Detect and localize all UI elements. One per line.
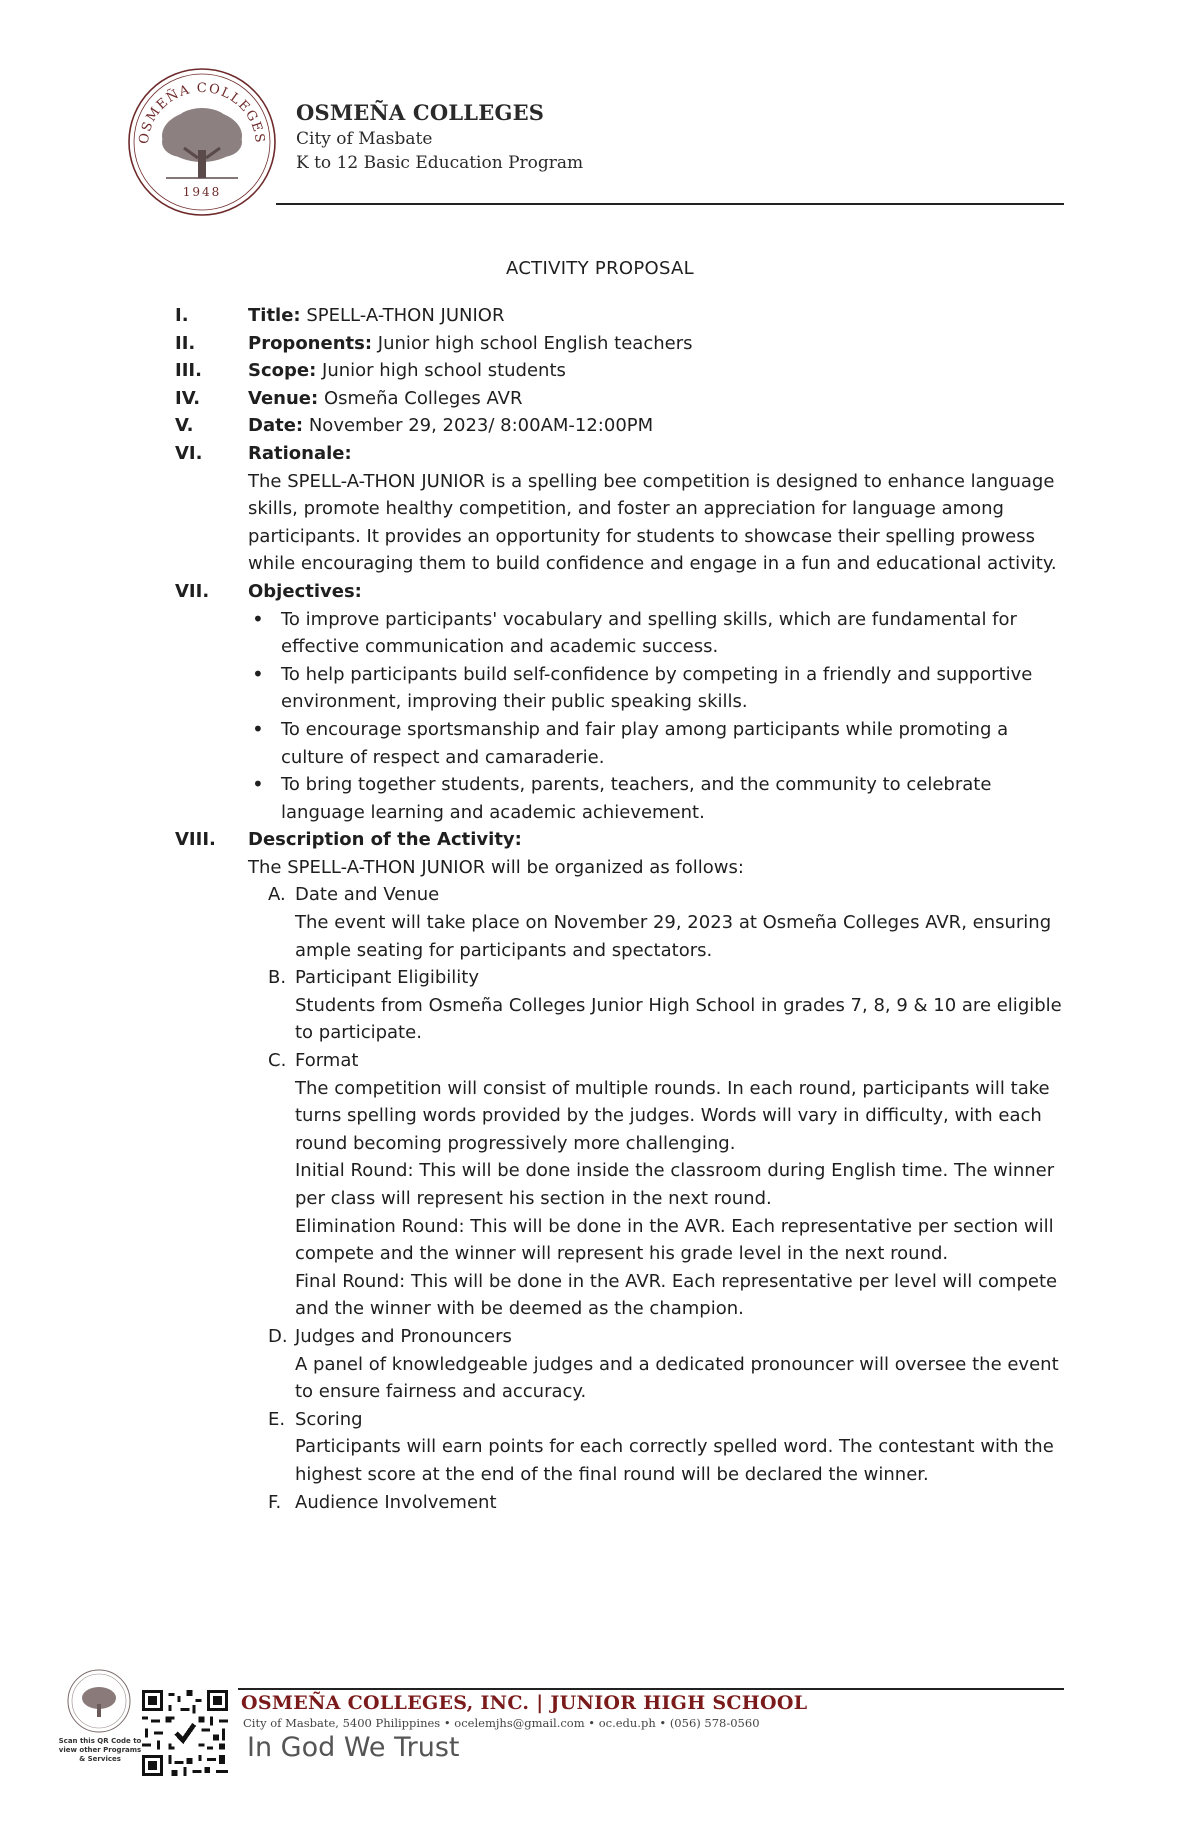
school-program: K to 12 Basic Education Program xyxy=(296,153,584,173)
sub-item-text: Students from Osmeña Colleges Junior High School in grades 7, 8, 9 & 10 are eligible to participate. xyxy=(295,994,1062,1044)
section-description xyxy=(175,826,1065,1516)
section-number: I. xyxy=(175,305,189,326)
section-label: Venue: xyxy=(248,387,319,409)
objectives-list xyxy=(248,606,1065,827)
sub-item-text: Elimination Round: This will be done in the AVR. Each representative per section will compete and the winner will represent his grade level in the next round. xyxy=(295,1215,1054,1265)
sub-item-letter: D. xyxy=(268,1325,288,1347)
list-item: • To help participants build self-confidence by competing in a friendly and supportive environment, improving their public speaking skills. xyxy=(248,661,1065,716)
section-number: VI. xyxy=(175,442,203,464)
section-scope xyxy=(175,357,1065,385)
sub-item-text: A panel of knowledgeable judges and a dedicated pronouncer will oversee the event to ensure fairness and accuracy. xyxy=(295,1353,1059,1403)
section-label: Description of the Activity: xyxy=(248,829,522,851)
section-title xyxy=(175,302,1065,330)
section-label: Rationale: xyxy=(248,442,352,464)
school-name: OSMEÑA COLLEGES xyxy=(296,100,545,125)
sub-item-text: Final Round: This will be done in the AVR. Each representative per level will compete and the winner with be deemed as the champion. xyxy=(295,1270,1058,1320)
sub-item-letter: F. xyxy=(268,1491,282,1513)
section-value: Junior high school English teachers xyxy=(377,332,693,354)
list-item: • To encourage sportsmanship and fair play among participants while promoting a culture of respect and camaraderie. xyxy=(248,716,1065,771)
sub-item-date-venue xyxy=(268,881,1065,964)
section-value: Junior high school students xyxy=(322,360,566,382)
section-number: II. xyxy=(175,332,196,354)
section-value: November 29, 2023/ 8:00AM-12:00PM xyxy=(308,415,654,437)
school-city: City of Masbate xyxy=(296,129,433,149)
sub-item-text: The event will take place on November 29, 2023 at Osmeña Colleges AVR, ensuring ample seating for participants and spectators. xyxy=(295,912,1052,961)
footer-divider xyxy=(238,1688,1064,1690)
sub-item-letter: A. xyxy=(268,884,286,906)
sub-item-letter: B. xyxy=(268,967,287,989)
section-label: Scope: xyxy=(248,360,317,382)
qr-code[interactable] xyxy=(142,1690,228,1776)
section-number: III. xyxy=(175,360,202,382)
header-text xyxy=(296,100,583,173)
sub-item-heading: Date and Venue xyxy=(295,884,440,906)
section-value: Osmeña Colleges AVR xyxy=(323,387,523,409)
sub-item-letter: E. xyxy=(268,1408,286,1430)
sub-item-heading: Participant Eligibility xyxy=(295,967,480,989)
section-number: V. xyxy=(175,415,194,437)
section-label: Objectives: xyxy=(248,580,362,602)
sub-item-heading: Audience Involvement xyxy=(295,1491,497,1513)
section-date xyxy=(175,412,1065,440)
list-item: • To bring together students, parents, teachers, and the community to celebrate language learning and academic achievement. xyxy=(248,771,1065,826)
footer-school-name: OSMEÑA COLLEGES, INC. | JUNIOR HIGH SCHOOL xyxy=(241,1692,808,1714)
qr-scan-note: Scan this QR Code to view other Programs & Services xyxy=(58,1737,142,1763)
sub-item-audience xyxy=(268,1489,1065,1517)
rationale-text: The SPELL-A-THON JUNIOR is a spelling bee competition is designed to enhance language skills, promote healthy competition, and foster an appreciation for language among participants. It provides an opportunity for students to showcase their spelling prowess while encouraging them to build confidence and engage in a fun and educational activity. xyxy=(248,470,1057,575)
section-objectives xyxy=(175,578,1065,826)
section-label: Date: xyxy=(248,415,304,437)
proposal-sections xyxy=(175,302,1065,1516)
svg-text:OSMEÑA COLLEGES: OSMEÑA COLLEGES xyxy=(136,80,268,145)
school-seal-logo xyxy=(126,66,278,218)
svg-text:1948: 1948 xyxy=(182,185,222,199)
description-intro: The SPELL-A-THON JUNIOR will be organized as follows: xyxy=(248,856,744,878)
sub-item-letter: C. xyxy=(268,1050,287,1072)
footer-address: City of Masbate, 5400 Philippines • ocelemjhs@gmail.com • oc.edu.ph • (056) 578-0560 xyxy=(243,1716,760,1730)
section-number: VIII. xyxy=(175,829,216,851)
sub-item-scoring xyxy=(268,1406,1065,1489)
sub-item-text: The competition will consist of multiple rounds. In each round, participants will take turns spelling words provided by the judges. Words will vary in difficulty, with each round becoming progressively more challenging. xyxy=(295,1077,1050,1154)
footer-motto: In God We Trust xyxy=(247,1732,460,1763)
document-title: ACTIVITY PROPOSAL xyxy=(506,258,694,279)
sub-item-heading: Format xyxy=(295,1050,359,1072)
sub-item-text: Initial Round: This will be done inside the classroom during English time. The winner per class will represent his section in the next round. xyxy=(295,1160,1055,1209)
section-value: SPELL-A-THON JUNIOR xyxy=(306,305,505,326)
section-number: IV. xyxy=(175,387,201,409)
sub-item-judges xyxy=(268,1323,1065,1406)
sub-item-heading: Scoring xyxy=(295,1408,363,1430)
header-divider xyxy=(276,203,1064,205)
sub-item-eligibility xyxy=(268,964,1065,1047)
section-number: VII. xyxy=(175,580,210,602)
sub-item-text: Participants will earn points for each correctly spelled word. The contestant with the highest score at the end of the final round will be declared the winner. xyxy=(295,1436,1054,1485)
sub-item-heading: Judges and Pronouncers xyxy=(295,1325,512,1347)
sub-item-format xyxy=(268,1047,1065,1323)
section-label: Proponents: xyxy=(248,332,373,354)
section-venue xyxy=(175,385,1065,413)
footer-seal-logo xyxy=(66,1668,132,1734)
section-rationale xyxy=(175,440,1065,578)
section-proponents xyxy=(175,330,1065,358)
section-label: Title: xyxy=(248,305,301,326)
list-item: • To improve participants' vocabulary and spelling skills, which are fundamental for effective communication and academic success. xyxy=(248,606,1065,661)
